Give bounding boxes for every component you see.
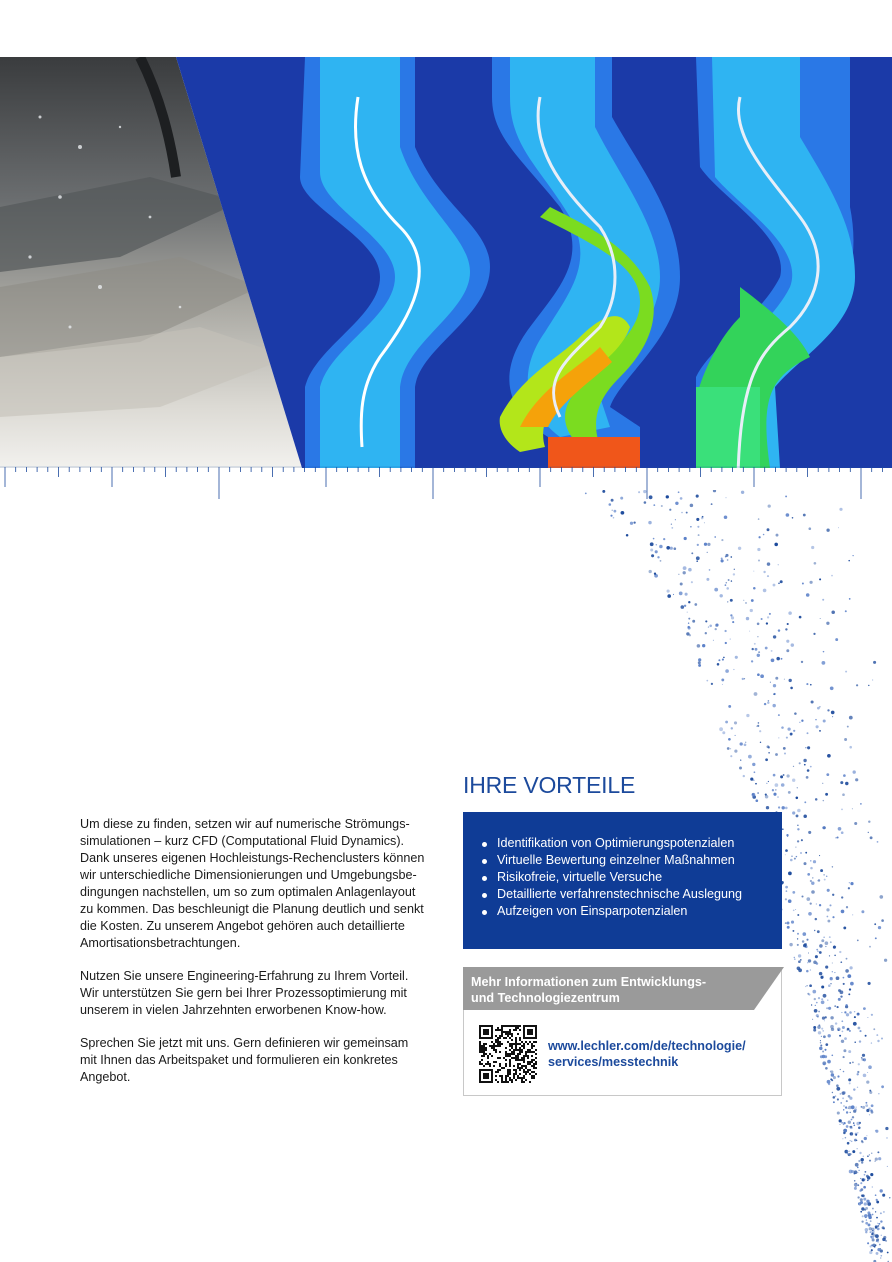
vorteile-title: IHRE VORTEILE <box>463 772 636 798</box>
vorteile-item: Virtuelle Bewertung einzelner Maßnahmen <box>481 852 770 869</box>
paragraph-engineering: Nutzen Sie unsere Engineering-Erfahrung zu Ihrem Vorteil. Wir unterstützen Sie gern bei Ihrer Prozessoptimierung mit unserem in vielen Jahrzehnten erworbenen Know-how. <box>80 969 409 1017</box>
paragraph-cfd: Um diese zu finden, setzen wir auf numerische Strömungs- simulationen – kurz CFD (Computational Fluid Dynamics). Dank unseres eigenen Hochleistungs-Rechenclusters können wir unterschiedliche Dimensionierungen und Umgebungsbe- dingungen nachstellen, um so zum optimalen Anlagenlayout zu kommen. Das beschleunigt die Planung deutlich und senkt die Kosten. Zu unserem Angebot gehören auch detaillierte Amortisationsbetrachtungen. <box>80 817 425 950</box>
vorteile-list <box>481 835 770 920</box>
qr-code-icon[interactable] <box>479 1025 537 1083</box>
info-header-text: Mehr Informationen zum Entwicklungs- und Technologiezentrum <box>471 975 707 1005</box>
vorteile-box <box>463 812 782 949</box>
vorteile-item: Identifikation von Optimierungspotenzialen <box>481 835 770 852</box>
info-header <box>463 967 784 1010</box>
paragraph-contact: Sprechen Sie jetzt mit uns. Gern definieren wir gemeinsam mit Ihnen das Arbeitspaket und formulieren ein konkretes Angebot. <box>80 1036 409 1084</box>
body-text <box>80 816 442 1102</box>
info-box <box>463 967 782 1096</box>
hero-image <box>0 57 892 468</box>
vorteile-item: Detaillierte verfahrenstechnische Auslegung <box>481 886 770 903</box>
vorteile-item: Risikofreie, virtuelle Versuche <box>481 869 770 886</box>
vorteile-item: Aufzeigen von Einsparpotenzialen <box>481 903 770 920</box>
info-link[interactable]: www.lechler.com/de/technologie/ services/messtechnik <box>548 1039 746 1069</box>
